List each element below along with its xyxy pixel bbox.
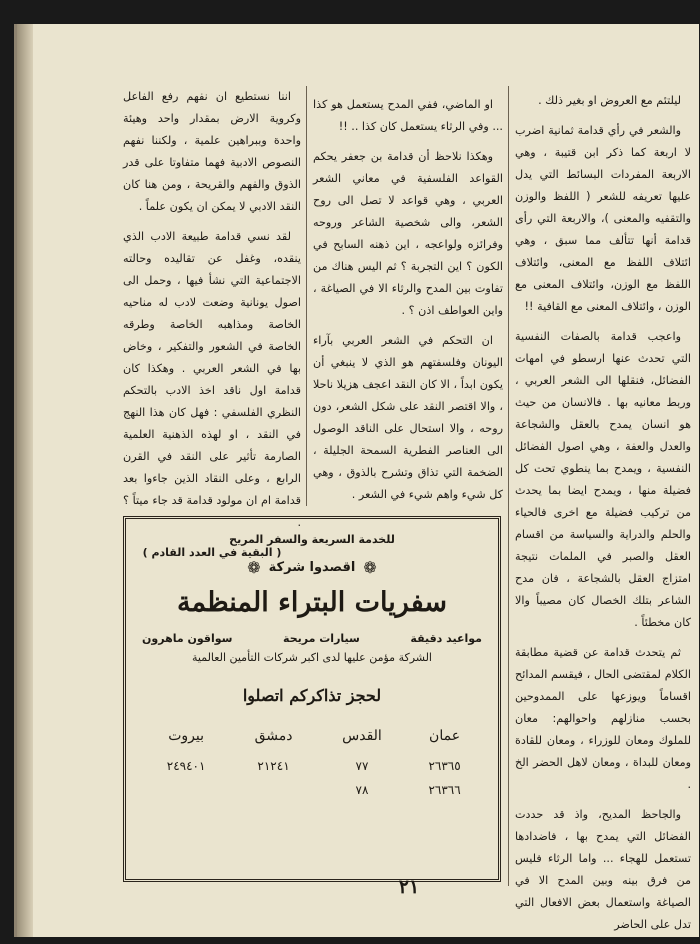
page-binding — [17, 24, 33, 937]
phone-row — [142, 754, 482, 778]
ad-features — [142, 632, 482, 645]
paragraph: والجاحظ المديح، واذ قد حددت الفضائل التي يمدح بها ، فاضدادها تستعمل للهجاء ... واما الرثاء فليس من فرق بينه وبين المدح الا في الصياغة واستعمال بعض الافعال التي تدل على الحاضر — [515, 808, 691, 931]
feature-item: مواعيد دقيقة — [410, 632, 482, 645]
phone-row — [142, 778, 482, 802]
phone-number — [230, 778, 317, 802]
column-divider — [306, 86, 307, 506]
phone-number: ٧٨ — [355, 783, 369, 797]
column-divider — [508, 86, 509, 886]
phone-number: ٢٤٩٤٠١ — [166, 759, 206, 773]
paragraph: وهكذا نلاحظ أن قدامة بن جعفر يحكم القواعد الفلسفية في معاني الشعر العربي ، وهي قواعد لا تصل الى روح الشعر، والى شخصية الشاعر وروحه وفرائزه ولواعجه ، اين ذهنه السابح في الكون ؟ اين التجربة ؟ ثم اليس هناك من تفاوت بين المدح والرثاء الا في الصياغة ، واين العواطف اذن ؟ . — [313, 150, 503, 317]
paragraph: واعجب قدامة بالصفات النفسية التي تحدث عنها ارسطو في امهات الفضائل، فنقلها الى الشعر العربي ، وربط معانيه بها . فالانسان من حيث هو انسان يمدح بالعقل والشجاعة والعدل والعفة ، وهي اصول الفضائل النفسية ، ويمدح بما ينطوي تحت كل فضيلة منها ، ويمدح ايضا بما يحدث من تركيب فضيلة مع اخرى فالحياء والحلم والدراية والسياسة من اقسام العقل والصبر في الملمات نتيجة امتزاج العقل بالشجاعة ، فان مدح الشاعر بتلك الخصال كان مصيباً والا كان مخطئاً . — [515, 330, 691, 629]
petra-travel-advertisement — [123, 516, 501, 882]
article-column-right — [515, 90, 691, 944]
article-column-left — [123, 86, 301, 564]
phone-number — [142, 778, 230, 802]
feature-item: سواقون ماهرون — [142, 632, 233, 645]
city-name: دمشق — [254, 728, 293, 744]
page-number: ٢١ — [398, 876, 420, 898]
paragraph: والشعر في رأي قدامة ثمانية اضرب لا اربعة كما ذكر ابن قتيبة ، وهي الاربعة المفردات البسائط التي يدل عليها تعريفه للشعر ( اللفظ والوزن والتقفيه والمعنى )، والاربعة التي رأى قدامة أنها تتألف مما سبق ، وهي ائتلاف اللفظ مع المعنى، وائتلاف اللفظ مع الوزن، وائتلاف المعنى مع الوزن ، وائتلاف المعنى مع القافية !! — [515, 124, 691, 313]
city-name: عمان — [429, 728, 461, 744]
feature-item: سيارات مريحة — [283, 632, 360, 645]
paragraph: ليلتئم مع العروض او بغير ذلك . — [538, 94, 681, 107]
magazine-page — [14, 24, 699, 937]
paragraph: او الماضي، ففي المدح يستعمل هو كذا ... وفي الرثاء يستعمل كان كذا .. !! — [313, 98, 503, 133]
phone-number: ٢٦٣٦٥ — [428, 759, 461, 773]
city-name: بيروت — [168, 728, 204, 744]
booking-prompt: لحجز تذاكركم اتصلوا — [242, 686, 382, 705]
paragraph: ثم يتحدث قدامة عن قضية مطابقة الكلام لمقتضى الحال ، فيقسم المدائح اقساماً ويوزعها على الممدوحين بحسب منازلهم واحوالهم: معان للملوك ومعان للوزراء ، ومعان للقادة ومعان للبداة ، ومعان لاهل الحضر الخ . — [515, 646, 691, 791]
flower-ornament-icon: ❁ — [247, 558, 261, 577]
paragraph: لقد نسي قدامة طبيعة الادب الذي ينقده، وغفل عن تقاليده وحالته الاجتماعية التي نشأ فيها ، وحمل الى اصول يونانية وضعت لادب له مناحيه الخاصة ومذاهبه الخاصة وطرقه الخاصة في الشعور والتفكير ، وخاض بها في الشعر العربي . وهكذا كان قدامة اول ناقد اخذ الادب بالتحكم النظري الفلسفي : فهل كان هذا النهج في النقد ، او لهذه الذهنية العلمية الصارمة تأثير على النقد في القرن الرابع ، وعلى النقاد الذين جاءوا بعد قدامة ام ان مولود قدامة قد جاء ميتاً ؟ . — [123, 230, 301, 529]
flower-ornament-icon: ❁ — [363, 558, 377, 577]
paragraph: ان التحكم في الشعر العربي بآراء اليونان وفلسفتهم هو الذي لا ينبغي أن يكون ابداً ، الا كان النقد اعجف هزيلا ناحلا ، والا اقتصر النقد على شكل الشعر، دون روحه ، والا استحال على الناقد الوصول الى العناصر الفطرية السمحة الجليلة ، الضخمة التي تذاق وتشرح بالذوق ، وهي كل شيء واهم شيء في الشعر . — [313, 334, 503, 501]
continued-note: ( البقية في العدد القادم ) — [142, 546, 282, 559]
city-name: القدس — [342, 728, 382, 744]
insurance-note: الشركة مؤمن عليها لدى اكبر شركات التأمين العالمية — [192, 651, 432, 664]
paragraph: اننا نستطيع ان نفهم رفع الفاعل وكروية الارض بمقدار واحد وهيئة واحدة وببراهين علمية ، ولكننا نفهم النصوص الادبية فهما متفاوتا على قدر الذوق والفهم والقريحة ، ومن هنا كان النقد الادبي لا يمكن ان يكون علماً . — [123, 90, 301, 213]
phone-table — [142, 723, 482, 802]
phone-number: ٧٧ — [355, 759, 369, 773]
city-row — [142, 723, 482, 754]
company-name: سفريات البتراء المنظمة — [177, 587, 447, 618]
ad-call-to-action: اقصدوا شركة — [268, 560, 356, 575]
article-column-middle — [313, 94, 503, 514]
phone-number: ٢٦٣٦٦ — [428, 783, 461, 797]
phone-number: ٢١٢٤١ — [257, 759, 290, 773]
ad-call-row — [142, 558, 482, 577]
ad-tagline: للخدمة السريعة والسفر المريح — [229, 533, 395, 546]
